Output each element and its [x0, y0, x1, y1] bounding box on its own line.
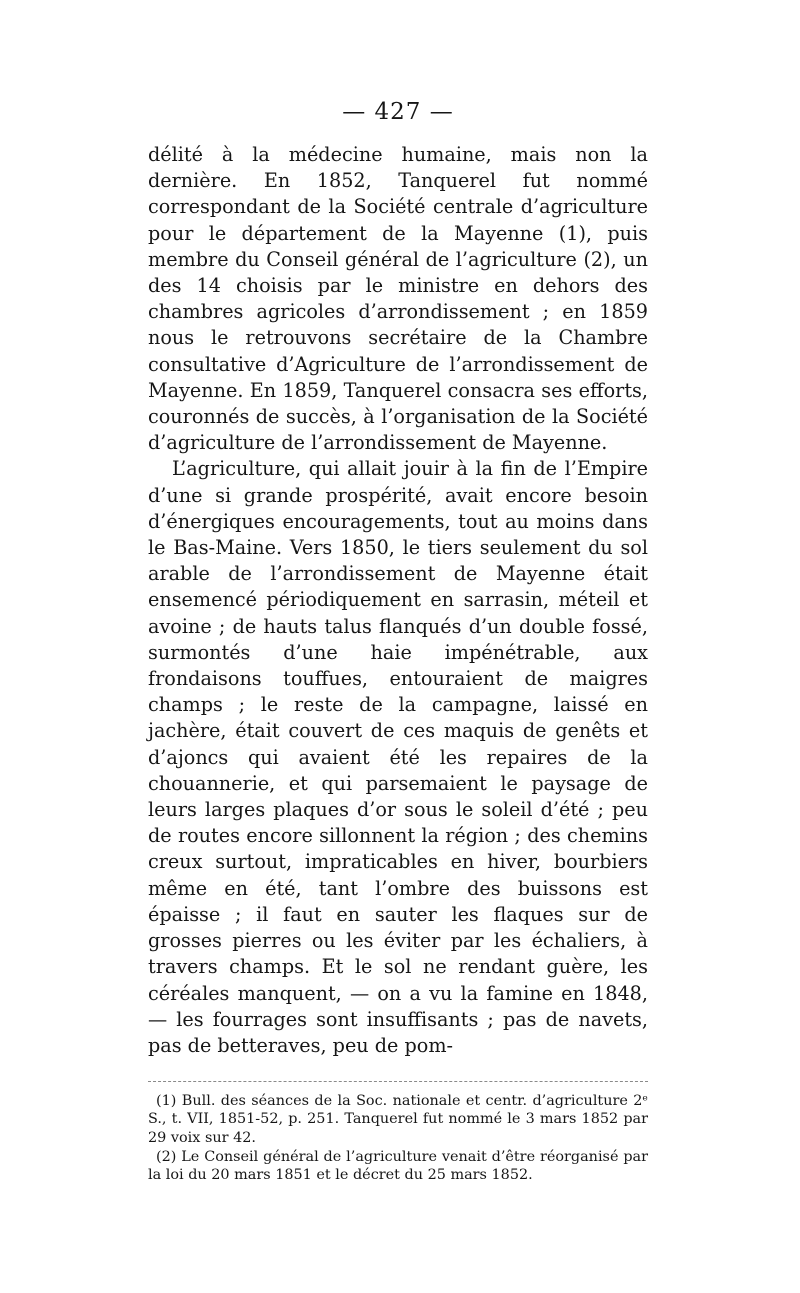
paragraph: L’agriculture, qui allait jouir à la fin de l’Empire d’une si grande prospérité, avait encore besoin d’énergiques encouragements, tout au moins dans le Bas-Maine. Vers 1850, le tiers seulement du sol arable de l’arrondissement de Mayenne était ensemencé périodiquement en sarrasin, méteil et avoine ; de hauts talus flanqués d’un double fossé, surmontés d’une haie impénétrable, aux frondaisons touffues, entouraient de maigres champs ; le reste de la campagne, laissé en jachère, était couvert de ces maquis de genêts et d’ajoncs qui avaient été les repaires de la chouannerie, et qui parsemaient le paysage de leurs larges plaques d’or sous le soleil d’été ; peu de routes encore sillonnent la région ; des chemins creux surtout, impraticables en hiver, bourbiers même en été, tant l’ombre des buissons est épaisse ; il faut en sauter les flaques sur de grosses pierres ou les éviter par les échaliers, à travers champs. Et le sol ne rendant guère, les céréales manquent, — on a vu la famine en 1848, — les fourrages sont insuffisants ; pas de navets, pas de betteraves, peu de pom-	[148, 457, 648, 1057]
footnote-separator	[148, 1081, 648, 1082]
page-number: — 427 —	[342, 99, 454, 125]
footnotes	[148, 1092, 648, 1184]
paragraph: délité à la médecine humaine, mais non la dernière. En 1852, Tanquerel fut nommé correspondant de la Société centrale d’agriculture pour le département de la Mayenne (1), puis membre du Conseil général de l’agriculture (2), un des 14 choisis par le ministre en dehors des chambres agricoles d’arrondissement ; en 1859 nous le retrouvons secrétaire de la Chambre consultative d’Agriculture de l’arrondissement de Mayenne. En 1859, Tanquerel consacra ses efforts, couronnés de succès, à l’organisation de la Société d’agriculture de l’arrondissement de Mayenne.	[148, 143, 648, 455]
footnote-2: (2) Le Conseil général de l’agriculture venait d’être réorganisé par la loi du 20 mars 1851 et le décret du 25 mars 1852.	[148, 1148, 648, 1183]
footnote-1: (1) Bull. des séances de la Soc. nationale et centr. d’agriculture 2ᵉ S., t. VII, 1851-52, p. 251. Tanquerel fut nommé le 3 mars 1852 par 29 voix sur 42.	[148, 1093, 648, 1146]
body-text	[148, 142, 648, 1059]
book-page	[148, 92, 648, 1185]
